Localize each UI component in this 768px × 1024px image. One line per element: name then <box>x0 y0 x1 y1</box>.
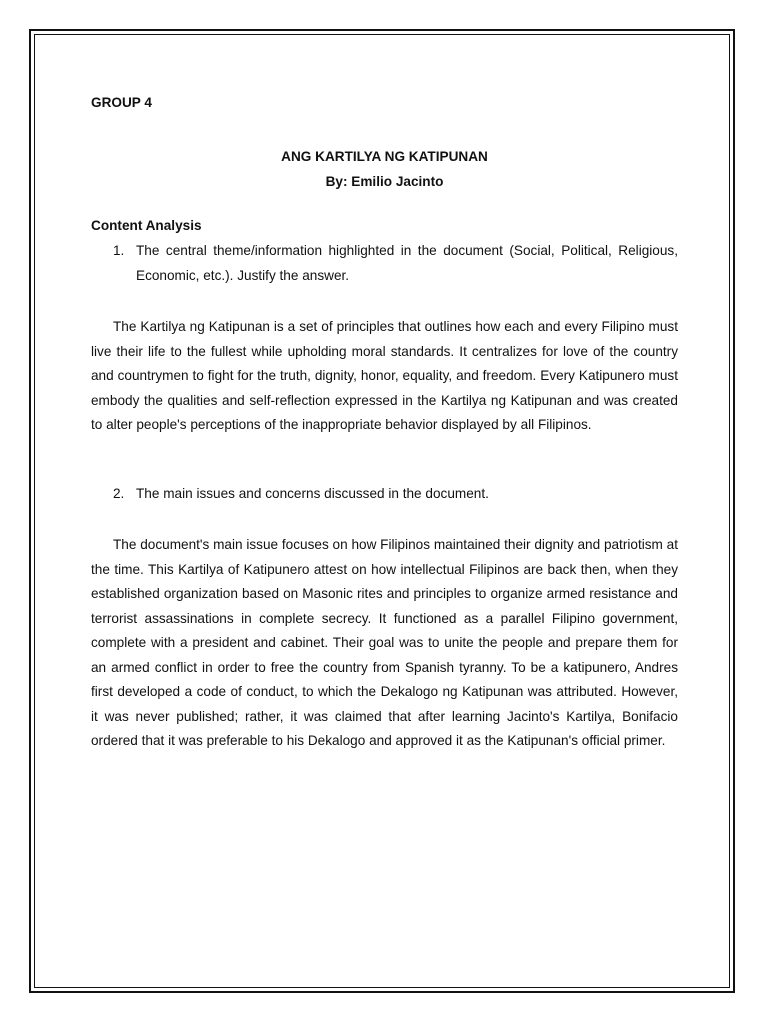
question-item <box>91 482 678 507</box>
question-item <box>91 239 678 288</box>
document-author: By: Emilio Jacinto <box>325 174 444 189</box>
document-title: ANG KARTILYA NG KATIPUNAN <box>281 149 488 164</box>
question-number: 1. <box>113 243 125 258</box>
question-text: The main issues and concerns discussed in the document. <box>136 485 489 501</box>
question-number: 2. <box>113 485 125 501</box>
answer-paragraph: The Kartilya ng Katipunan is a set of principles that outlines how each and every Filipino must live their life to the fullest while upholding moral standards. It centralizes for love of the country and countrymen to fight for the truth, dignity, honor, equality, and freedom. Every Katipunero must embody the qualities and self-reflection expressed in the Kartilya ng Katipunan and was created to alter people's perceptions of the inappropriate behavior displayed by all Filipinos. <box>91 319 678 432</box>
section-heading: Content Analysis <box>91 218 202 233</box>
group-label: GROUP 4 <box>91 95 152 110</box>
document-page <box>91 91 678 754</box>
answer-paragraph: The document's main issue focuses on how Filipinos maintained their dignity and patriotism at the time. This Kartilya of Katipunero attest on how intellectual Filipinos are back then, when they established organization based on Masonic rites and principles to organize armed resistance and terrorist assassinations in complete secrecy. It functioned as a parallel Filipino government, complete with a president and cabinet. Their goal was to unite the people and prepare them for an armed conflict in order to free the country from Spanish tyranny. To be a katipunero, Andres first developed a code of conduct, to which the Dekalogo ng Katipunan was attributed. However, it was never published; rather, it was claimed that after learning Jacinto's Kartilya, Bonifacio ordered that it was preferable to his Dekalogo and approved it as the Katipunan's official primer. <box>91 537 678 748</box>
question-text: The central theme/information highlighted in the document (Social, Political, Religious, Economic, etc.). Justify the answer. <box>136 243 678 283</box>
